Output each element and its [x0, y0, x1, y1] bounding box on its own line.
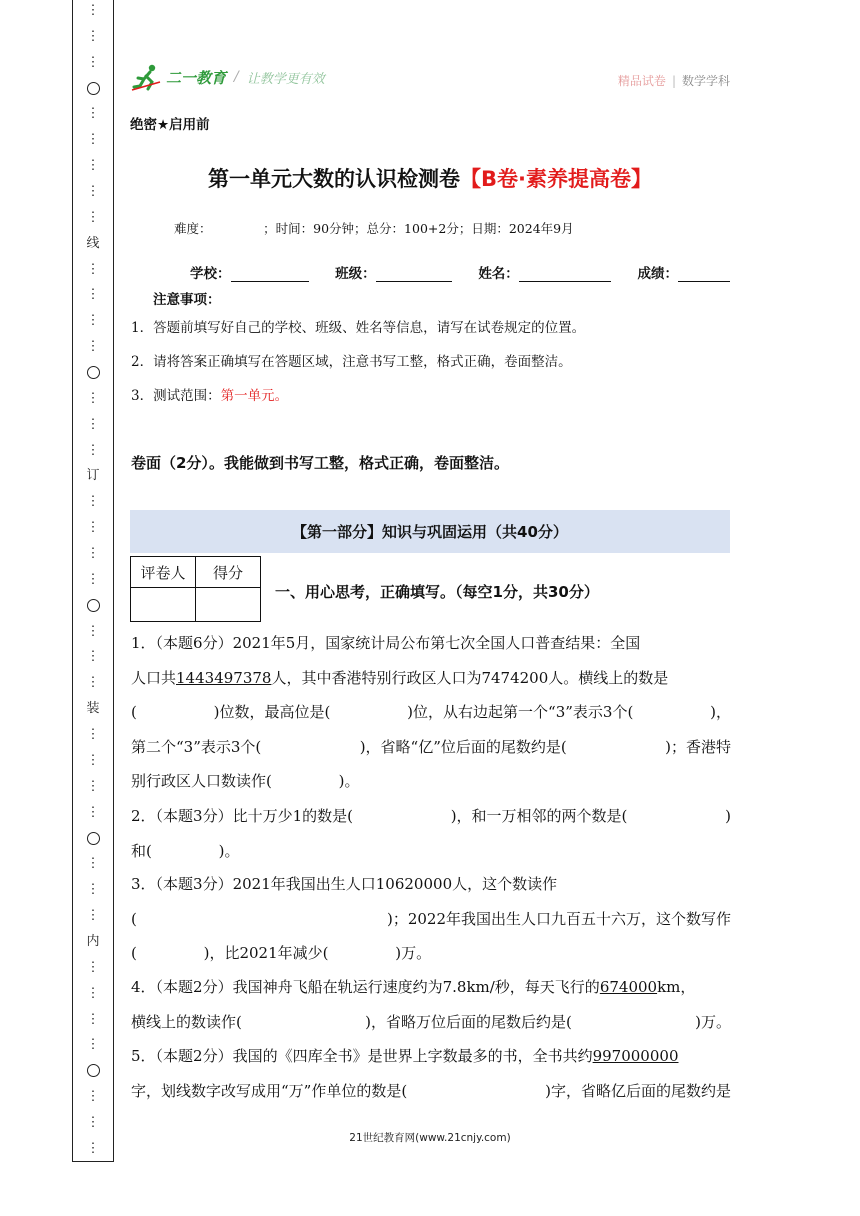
notice-item-3-text: 3．测试范围： [131, 388, 221, 404]
notice-heading: 注意事项： [153, 292, 221, 308]
notice-item-3 [131, 384, 288, 404]
score-cell [196, 588, 261, 622]
margin-circle-mark [87, 599, 100, 612]
margin-dots: ⋮ [86, 132, 100, 148]
tag-subject: 数学学科 [681, 74, 730, 88]
name-label: 姓名： [478, 266, 519, 282]
q4-line-1-a: 4．（本题2分）我国神舟飞船在轨运行速度约为7.8km/秒，每天飞行的 [131, 978, 600, 996]
q2-line-1-seg: )，和一万相邻的两个数是( [450, 807, 628, 825]
margin-dots: ⋮ [86, 261, 100, 277]
margin-dots: ⋮ [86, 727, 100, 743]
q1-line-3 [131, 695, 731, 730]
margin-dots: ⋮ [86, 390, 100, 406]
score-header: 得分 [196, 557, 261, 588]
part-one-header: 【第一部分】知识与巩固运用（共40分） [130, 510, 730, 553]
q5-line-1-a: 5．（本题2分）我国的《四库全书》是世界上字数最多的书，全书共约 [131, 1047, 593, 1065]
margin-dots: ⋮ [86, 339, 100, 355]
page-title [130, 163, 730, 193]
margin-dots: ⋮ [86, 1011, 100, 1027]
notice-item-3-scope: 第一单元。 [220, 388, 289, 404]
margin-dots: ⋮ [86, 623, 100, 639]
question-4 [131, 970, 731, 1039]
margin-dots: ⋮ [86, 520, 100, 536]
q1-line-2-a: 人口共 [131, 668, 177, 687]
q1-line-3-seg: )位，从右边起第一个“3”表示3个( [407, 703, 634, 721]
margin-dots: ⋮ [86, 54, 100, 70]
q1-line-2-b: 人，其中香港特别行政区人口为7474200人。横线上的数是 [271, 668, 669, 687]
title-main: 第一单元大数的认识检测卷 [208, 167, 460, 191]
q3-line-2-seg: )；2022年我国出生人口九百五十六万，这个数写作 [386, 909, 731, 928]
score-table [130, 556, 261, 622]
q1-line-4 [131, 730, 731, 765]
margin-circle-mark [87, 1064, 100, 1077]
q1-line-1: 1．（本题6分）2021年5月，国家统计局公布第七次全国人口普查结果：全国 [131, 634, 641, 652]
q3-line-3: ( )，比2021年减少( )万。 [131, 944, 432, 962]
margin-dots: ⋮ [86, 442, 100, 458]
margin-dots: ⋮ [86, 985, 100, 1001]
q1-line-3-seg: )位数，最高位是( [213, 703, 331, 721]
runner-logo-icon [130, 62, 164, 92]
q5-line-1 [131, 1039, 731, 1074]
school-blank [231, 267, 309, 282]
q5-line-2-seg: )字，省略亿后面的尾数约是 [545, 1081, 731, 1100]
page-header [130, 62, 730, 98]
margin-dots: ⋮ [86, 494, 100, 510]
subject-tag [618, 72, 730, 89]
q4-line-2-seg: 横线上的数读作( [131, 1012, 242, 1031]
margin-dots: ⋮ [86, 313, 100, 329]
margin-word: 订 [86, 468, 100, 484]
margin-dots: ⋮ [86, 3, 100, 18]
margin-dots: ⋮ [86, 571, 100, 587]
q4-line-2-seg: )万。 [695, 1012, 731, 1031]
margin-dots: ⋮ [86, 1089, 100, 1105]
name-blank [519, 267, 611, 282]
margin-dots: ⋮ [86, 28, 100, 44]
margin-word: 线 [86, 235, 100, 251]
exam-meta: 难度： ；时间：90分钟；总分：100+2分；日期：2024年9月 [174, 221, 574, 236]
margin-dots: ⋮ [86, 287, 100, 303]
q4-line-2 [131, 1005, 731, 1040]
section-one-heading: 一、用心思考，正确填写。（每空1分，共30分） [275, 583, 599, 601]
question-2 [131, 799, 731, 868]
q2-line-1-seg: ) [725, 807, 731, 825]
margin-dots: ⋮ [86, 546, 100, 562]
q3-line-2-seg: ( [131, 909, 137, 928]
margin-circle-mark [87, 366, 100, 379]
question-3 [131, 867, 731, 971]
q1-line-4-seg: 第二个“3”表示3个( [131, 737, 262, 756]
logo-text: 二一教育 [166, 68, 227, 87]
margin-dots: ⋮ [86, 675, 100, 691]
logo-slogan: 让教学更有效 [246, 71, 325, 87]
class-blank [376, 267, 452, 282]
question-1 [131, 626, 731, 799]
tag-quality-paper: 精品试卷 [617, 74, 666, 88]
margin-dots: ⋮ [86, 416, 100, 432]
logo-separator: / [234, 69, 239, 85]
q2-line-1-seg: 2．（本题3分）比十万少1的数是( [131, 807, 353, 825]
q5-line-2 [131, 1074, 731, 1109]
margin-dots: ⋮ [86, 649, 100, 665]
margin-word: 装 [86, 701, 100, 717]
margin-dots: ⋮ [86, 752, 100, 768]
q5-underlined-number: 997000000 [592, 1047, 679, 1065]
q4-underlined-number: 674000 [599, 978, 658, 996]
margin-dots: ⋮ [86, 1037, 100, 1053]
q4-line-2-seg: )，省略万位后面的尾数后约是( [365, 1012, 572, 1031]
class-label: 班级： [335, 266, 376, 282]
title-volume: 【B卷·素养提高卷】 [460, 167, 652, 191]
margin-dots: ⋮ [86, 778, 100, 794]
tag-divider: | [671, 74, 676, 88]
margin-dots: ⋮ [86, 959, 100, 975]
confidential-mark: 绝密★启用前 [130, 117, 210, 133]
neatness-statement: 卷面（2分）。我能做到书写工整，格式正确，卷面整洁。 [131, 454, 509, 472]
binding-margin [72, 0, 114, 1162]
q5-line-2-seg: 字，划线数字改写成用“万”作单位的数是( [131, 1081, 408, 1100]
margin-circle-mark [87, 82, 100, 95]
margin-word: 内 [86, 933, 100, 949]
margin-dots: ⋮ [86, 184, 100, 200]
margin-dots: ⋮ [86, 1140, 100, 1156]
school-field [190, 262, 309, 282]
margin-dots: ⋮ [86, 856, 100, 872]
margin-circle-mark [87, 832, 100, 845]
question-5 [131, 1039, 731, 1108]
q2-line-1 [131, 799, 731, 834]
margin-dots: ⋮ [86, 804, 100, 820]
score-field [637, 262, 730, 282]
margin-dots: ⋮ [86, 158, 100, 174]
reviewer-header: 评卷人 [131, 557, 196, 588]
q1-line-4-seg: )；香港特 [665, 737, 731, 756]
school-label: 学校： [190, 266, 231, 282]
q3-line-1: 3．（本题3分）2021年我国出生人口10620000人，这个数读作 [131, 875, 558, 893]
notice-item-1: 1．答题前填写好自己的学校、班级、姓名等信息，请写在试卷规定的位置。 [131, 320, 586, 336]
margin-dots: ⋮ [86, 908, 100, 924]
margin-dots: ⋮ [86, 882, 100, 898]
q1-line-5: 别行政区人口数读作( )。 [131, 772, 360, 790]
q1-line-3-seg: ( [131, 703, 137, 721]
q1-line-3-seg: )， [710, 703, 731, 721]
q3-line-2 [131, 902, 731, 937]
q1-underlined-number: 1443497378 [176, 668, 272, 687]
reviewer-cell [131, 588, 196, 622]
margin-dots: ⋮ [86, 209, 100, 225]
class-field [335, 262, 452, 282]
q1-line-4-seg: )，省略“亿”位后面的尾数约是( [359, 737, 567, 756]
notice-item-2: 2．请将答案正确填写在答题区域，注意书写工整，格式正确，卷面整洁。 [131, 354, 572, 370]
score-blank [678, 267, 730, 282]
q2-line-2: 和( )。 [131, 841, 240, 860]
binding-margin-marks [73, 0, 113, 1161]
margin-dots: ⋮ [86, 106, 100, 122]
score-label: 成绩： [637, 266, 678, 282]
q4-line-1 [131, 970, 731, 1005]
student-info-row [190, 262, 730, 282]
page-footer: 21世纪教育网(www.21cnjy.com) [349, 1132, 511, 1144]
logo [130, 62, 325, 92]
q1-line-2 [131, 661, 731, 696]
margin-dots: ⋮ [86, 1114, 100, 1130]
name-field [478, 262, 611, 282]
q4-line-1-b: km， [657, 978, 696, 996]
